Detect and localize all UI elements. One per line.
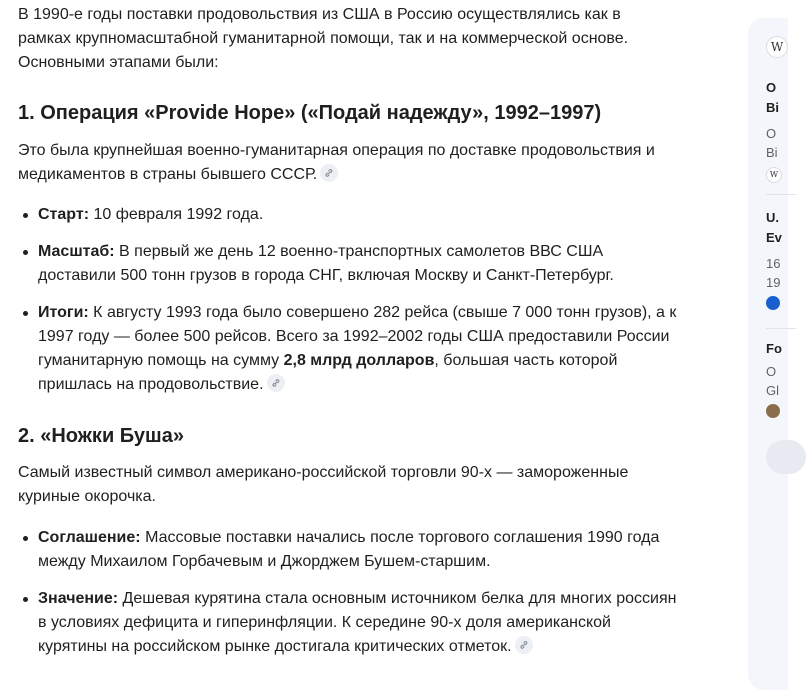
source-card-title: U. Ev [766, 210, 782, 245]
show-all-sources-button[interactable] [766, 440, 806, 474]
section1-bullet-list-3 [18, 301, 678, 397]
bullet-term: Масштаб: [38, 243, 115, 260]
divider [766, 194, 796, 195]
wikipedia-icon[interactable]: W [766, 36, 788, 58]
list-item [18, 301, 678, 397]
bullet-term: Старт: [38, 206, 90, 223]
source-card[interactable] [766, 339, 796, 418]
divider [766, 328, 796, 329]
list-item [18, 240, 678, 288]
source-card-snippet: О Gl [766, 364, 779, 398]
section2-heading: 2. «Ножки Буша» [18, 425, 184, 447]
source-card-title: О Ві [766, 80, 779, 115]
citation-link-button[interactable] [515, 636, 533, 654]
bullet-term: Значение: [38, 590, 119, 607]
source-icon [766, 296, 780, 310]
source-card[interactable] [766, 78, 796, 183]
intro-paragraph: В 1990-е годы поставки продовольствия из США в Россию осуществлялись как в рамках крупномасштабной гуманитарной помощи, так и на коммерческой основе. Основными этапами были: [18, 6, 629, 71]
section1-lead-text: Это была крупнейшая военно-гуманитарная операция по доставке продовольствия и медикаментов в страны бывшего СССР. [18, 142, 655, 183]
list-item [18, 203, 678, 227]
source-card[interactable] [766, 208, 796, 310]
section1-bullet-list [18, 203, 678, 227]
bullet-term: Соглашение: [38, 529, 141, 546]
bullet-text: К августу 1993 года было совершено 282 рейса (свыше 7 000 тонн грузов), а к 1997 году — более 500 рейсов. Всего за 1992–2002 годы США предоставили России гуманитарную помощь на сумму [38, 304, 677, 369]
list-item [18, 526, 678, 574]
section2-bullet-list [18, 526, 678, 574]
bullet-text-after: , большая часть которой пришлась на продовольствие. [38, 352, 618, 393]
source-card-title: Fo [766, 341, 782, 356]
section1-lead [18, 139, 678, 187]
link-icon [324, 168, 334, 178]
link-icon [271, 378, 281, 388]
link-icon [519, 640, 529, 650]
bullet-text: 10 февраля 1992 года. [89, 206, 264, 223]
bullet-bold-amount: 2,8 млрд долларов [283, 352, 435, 369]
bullet-text: Дешевая курятина стала основным источником белка для многих россиян в условиях дефицита и гиперинфляции. К середине 90-х доля американской курятины на российском рынке достигала критических отметок. [38, 590, 677, 655]
section2-bullet-list-2 [18, 587, 678, 659]
citation-link-button[interactable] [320, 164, 338, 182]
bullet-text: В первый же день 12 военно-транспортных самолетов ВВС США доставили 500 тонн грузов в города СНГ, включая Москву и Санкт-Петербург. [38, 243, 614, 284]
bullet-text: Массовые поставки начались после торгового соглашения 1990 года между Михаилом Горбачевым и Джорджем Бушем-старшим. [38, 529, 660, 570]
section1-heading: 1. Операция «Provide Hope» («Подай надежду», 1992–1997) [18, 102, 602, 124]
citation-link-button[interactable] [267, 374, 285, 392]
list-item [18, 587, 678, 659]
source-icon [766, 404, 780, 418]
sources-sidebar [748, 18, 788, 690]
bullet-term: Итоги: [38, 304, 89, 321]
source-card-snippet: 16 19 [766, 256, 781, 290]
section1-bullet-list-2 [18, 240, 678, 288]
wikipedia-icon: W [766, 167, 782, 183]
section2-lead: Самый известный символ американо-российской торговли 90-х — замороженные куриные окорочка. [18, 464, 629, 505]
source-card-snippet: О Ві [766, 126, 778, 160]
